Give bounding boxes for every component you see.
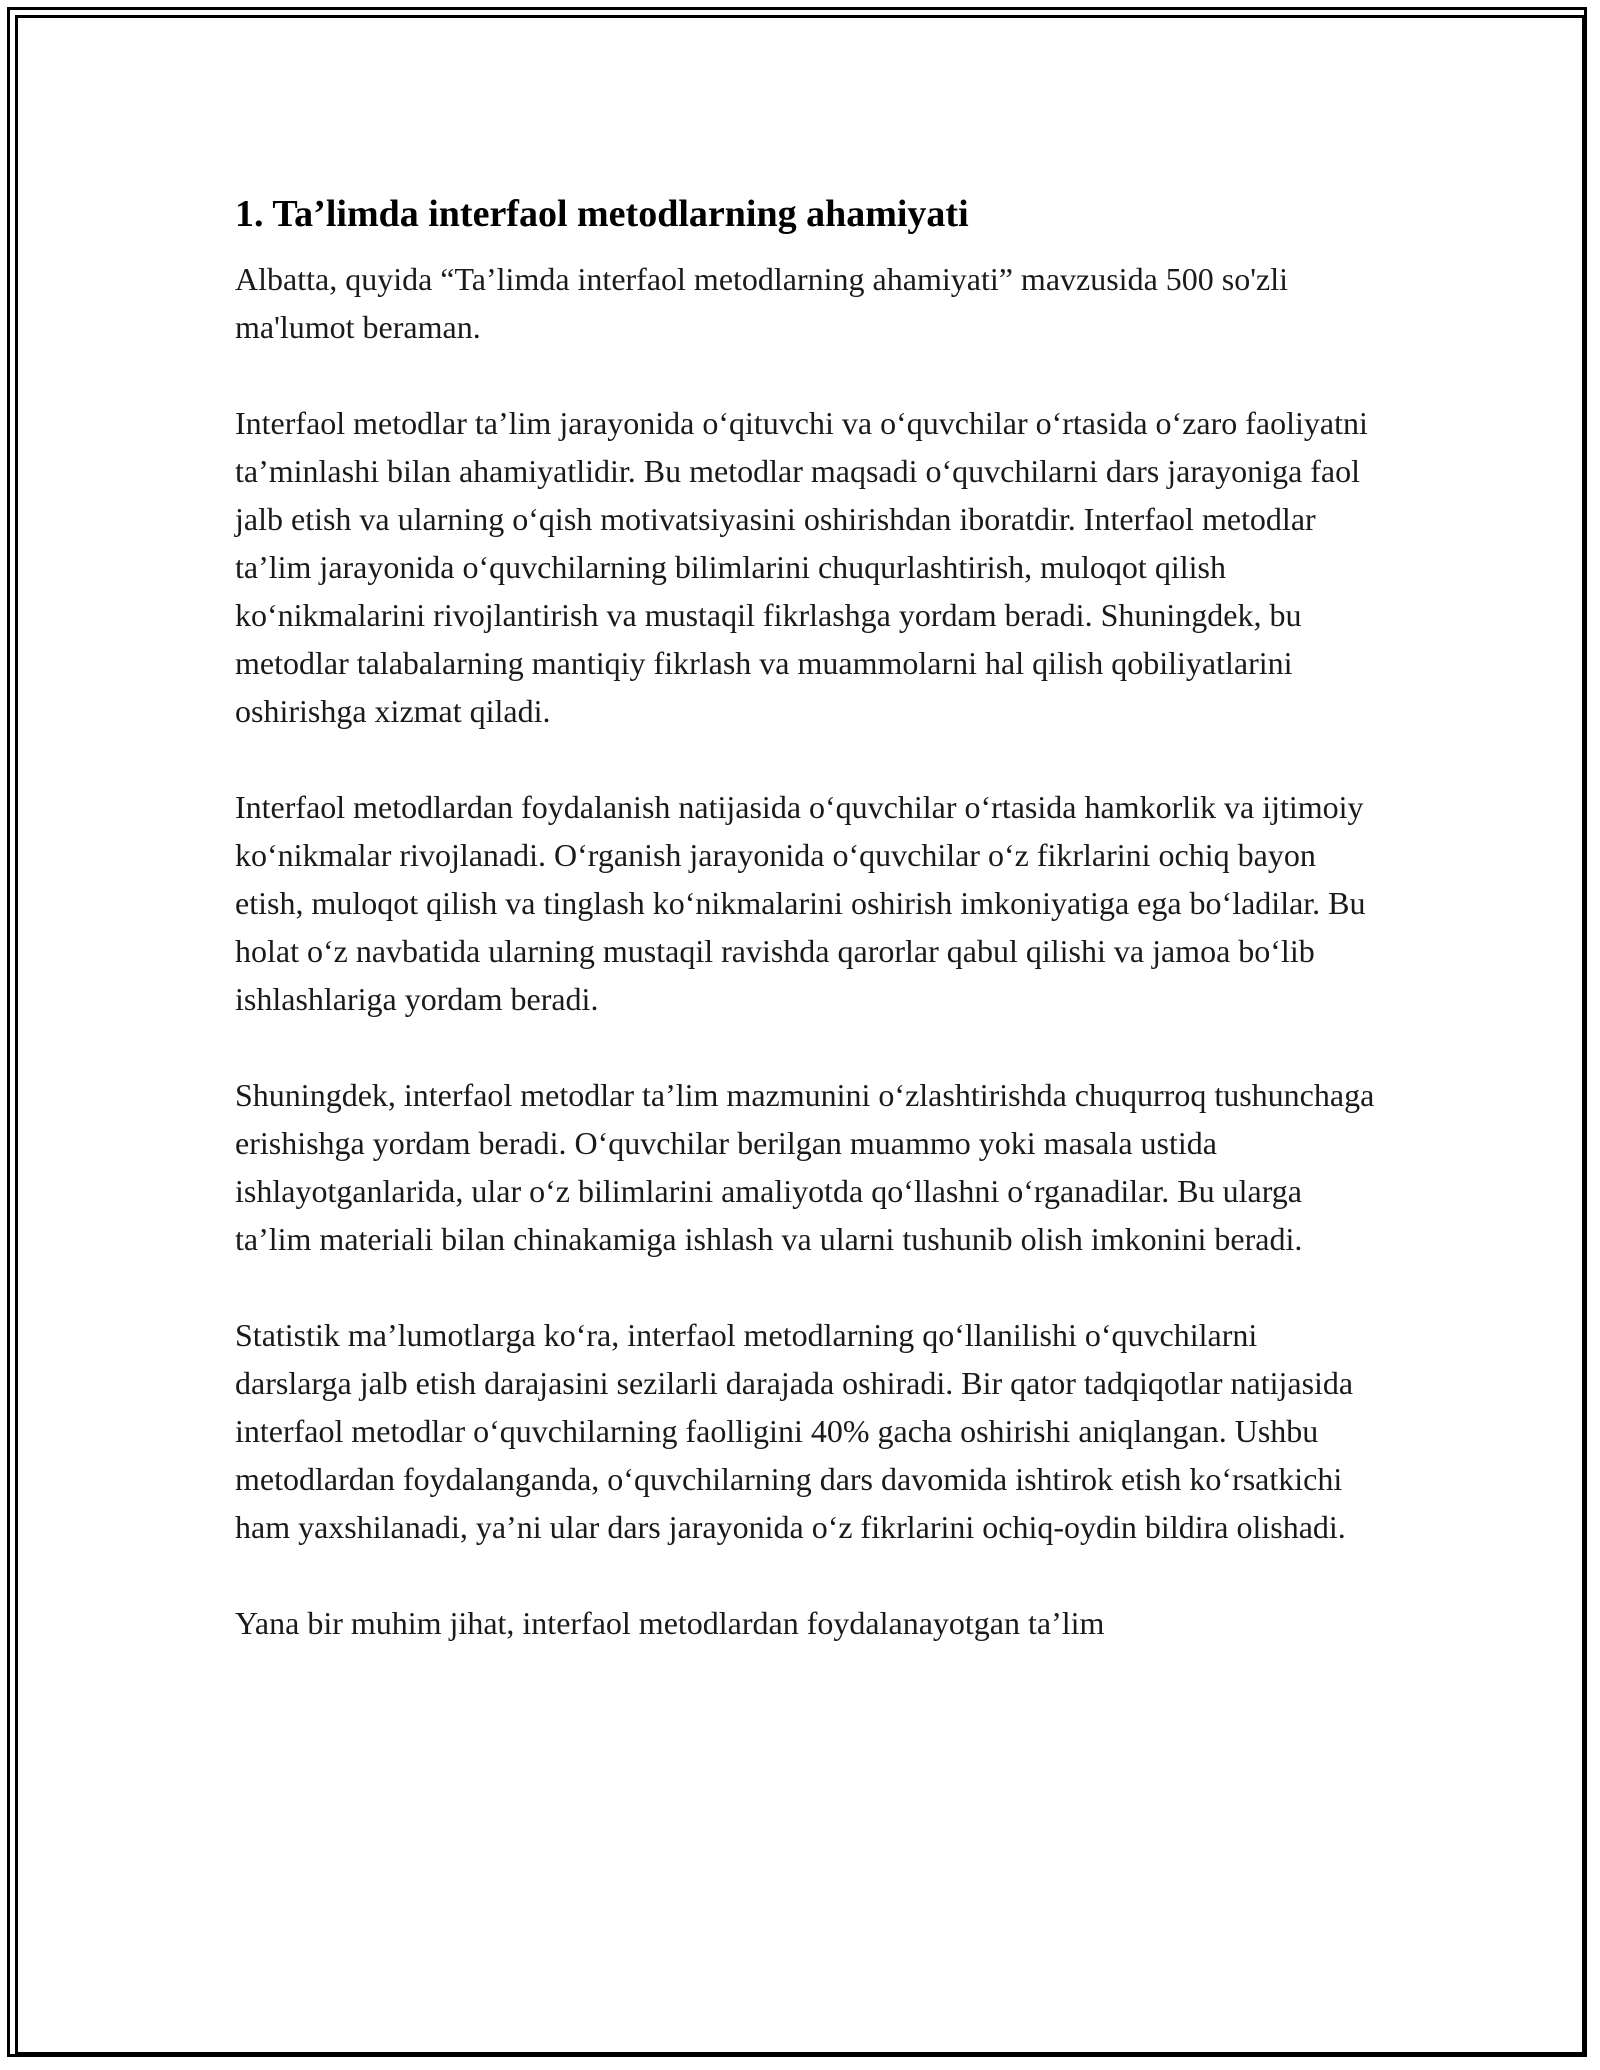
paragraph: Shuningdek, interfaol metodlar ta’lim mazmunini o‘zlashtirishda chuqurroq tushunchaga erishishga yordam beradi. O‘quvchilar berilgan muammo yoki masala ustida ishlayotganlarida, ular o‘z bilimlarini amaliyotda qo‘llashni o‘rganadilar. Bu ularga ta’lim materiali bilan chinakamiga ishlash va ularni tushunib olish imkonini beradi. [235, 1077, 1375, 1257]
document-body [235, 185, 1375, 1695]
paragraph: Interfaol metodlar ta’lim jarayonida o‘qituvchi va o‘quvchilar o‘rtasida o‘zaro faoliyatni ta’minlashi bilan ahamiyatlidir. Bu metodlar maqsadi o‘quvchilarni dars jarayoniga faol jalb etish va ularning o‘qish motivatsiyasini oshirishdan iboratdir. Interfaol metodlar ta’lim jarayonida o‘quvchilarning bilimlarini chuqurlashtirish, muloqot qilish ko‘nikmalarini rivojlantirish va mustaqil fikrlashga yordam beradi. Shuningdek, bu metodlar talabalarning mantiqiy fikrlash va muammolarni hal qilish qobiliyatlarini oshirishga xizmat qiladi. [235, 405, 1368, 729]
paragraph: Statistik ma’lumotlarga ko‘ra, interfaol metodlarning qo‘llanilishi o‘quvchilarni darslarga jalb etish darajasini sezilarli darajada oshiradi. Bir qator tadqiqotlar natijasida interfaol metodlar o‘quvchilarning faolligini 40% gacha oshirishi aniqlangan. Ushbu metodlardan foydalanganda, o‘quvchilarning dars davomida ishtirok etish ko‘rsatkichi ham yaxshilanadi, ya’ni ular dars jarayonida o‘z fikrlarini ochiq-oydin bildira olishadi. [235, 1317, 1354, 1545]
paragraph: Yana bir muhim jihat, interfaol metodlardan foydalanayotgan ta’lim [235, 1605, 1105, 1641]
intro-paragraph: Albatta, quyida “Ta’limda interfaol metodlarning ahamiyati” mavzusida 500 so'zli ma'lumot beraman. [235, 261, 1288, 345]
section-heading: 1. Ta’limda interfaol metodlarning ahamiyati [235, 193, 969, 235]
paragraph: Interfaol metodlardan foydalanish natijasida o‘quvchilar o‘rtasida hamkorlik va ijtimoiy ko‘nikmalar rivojlanadi. O‘rganish jarayonida o‘quvchilar o‘z fikrlarini ochiq bayon etish, muloqot qilish va tinglash ko‘nikmalarini oshirish imkoniyatiga ega bo‘ladilar. Bu holat o‘z navbatida ularning mustaqil ravishda qarorlar qabul qilishi va jamoa bo‘lib ishlashlariga yordam beradi. [235, 789, 1366, 1017]
